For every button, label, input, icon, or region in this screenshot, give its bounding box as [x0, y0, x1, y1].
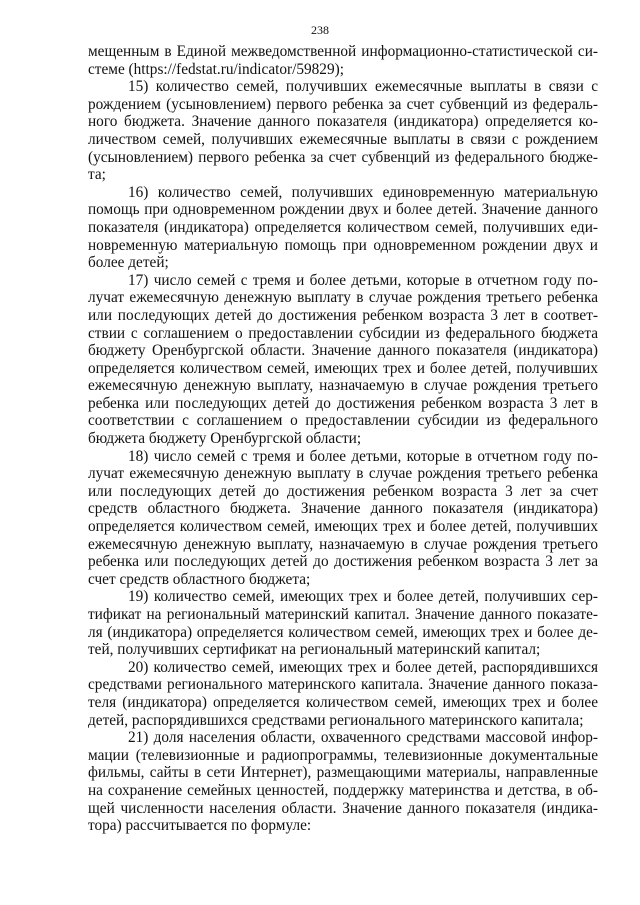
- text-line: средствами регионального материнского капитала. Значение данного показа-: [88, 676, 598, 694]
- text-line: личеством семей, получивших ежемесячные выплаты в связи с рождением: [88, 130, 598, 148]
- paragraph-continuation: [88, 43, 598, 78]
- text-line: рождением (усыновлением) первого ребенка за счет субвенций из федераль-: [88, 95, 598, 113]
- text-line: 21) доля населения области, охваченного средствами массовой инфор-: [128, 729, 598, 747]
- text-line: более детей;: [88, 254, 169, 272]
- text-line: теля (индикатора) определяется количеством семей, имеющих трех и более: [88, 693, 598, 711]
- text-line: тификат на региональный материнский капитал. Значение данного показате-: [88, 606, 598, 623]
- text-line: фильмы, сайты в сети Интернет), размещающими материалы, направленные: [88, 764, 598, 782]
- text-line: (усыновлением) первого ребенка за счет субвенций из федерального бюдже-: [88, 148, 598, 166]
- text-line: счет средств областного бюджета;: [88, 570, 311, 588]
- text-line: та;: [88, 166, 106, 184]
- text-line: ствии с соглашением о предоставлении субсидии из федерального бюджета: [88, 324, 598, 342]
- text-line: ля (индикатора) определяется количеством семей, имеющих трех и более де-: [88, 623, 598, 641]
- text-line: ребенка или последующих детей до достижения ребенком возраста 3 лет за: [88, 553, 598, 571]
- text-line: мации (телевизионные и радиопрограммы, телевизионные документальные: [88, 746, 598, 764]
- text-line: ребенка или последующих детей до достижения ребенком возраста 3 лет в: [88, 394, 598, 412]
- text-line: определяется количеством семей, имеющих трех и более детей, получивших: [88, 518, 598, 536]
- paragraph-item-15: [88, 78, 598, 184]
- text-line: средств областного бюджета. Значение данного показателя (индикатора): [88, 500, 598, 518]
- text-line: 19) количество семей, имеющих трех и более детей, получивших сер-: [128, 588, 598, 606]
- text-line: 18) число семей с тремя и более детьми, которые в отчетном году по-: [128, 447, 598, 465]
- text-line: соответствии с соглашением о предоставлении субсидии из федерального: [88, 412, 598, 430]
- paragraph-item-21: [88, 729, 598, 835]
- text-line: тора) рассчитывается по формуле:: [88, 817, 312, 835]
- text-line: 15) количество семей, получивших ежемесячные выплаты в связи с: [128, 78, 598, 96]
- document-body: [88, 43, 598, 835]
- text-line: мещенным в Единой межведомственной информационно-статистической си-: [88, 43, 598, 60]
- paragraph-item-17: [88, 272, 598, 448]
- text-line: показателя (индикатора) определяется количеством семей, получивших еди-: [88, 218, 598, 236]
- text-line: ного бюджета. Значение данного показателя (индикатора) определяется ко-: [88, 113, 598, 131]
- text-line: на сохранение семейных ценностей, поддержку материнства и детства, в об-: [88, 781, 598, 799]
- text-line: новременную материальную помощь при одновременном рождении двух и: [88, 236, 598, 254]
- text-line: определяется количеством семей, имеющих трех и более детей, получивших: [88, 359, 598, 377]
- text-line: стеме (https://fedstat.ru/indicator/59829);: [88, 60, 344, 78]
- text-line: помощь при одновременном рождении двух и более детей. Значение данного: [88, 201, 598, 219]
- text-line: тей, получивших сертификат на региональный материнский капитал;: [88, 641, 541, 659]
- text-line: ежемесячную денежную выплату, назначаемую в случае рождения третьего: [88, 377, 598, 395]
- text-line: бюджету Оренбургской области. Значение данного показателя (индикатора): [88, 342, 598, 360]
- text-line: детей, распорядившихся средствами регионального материнского капитала;: [88, 711, 584, 729]
- paragraph-item-18: [88, 448, 598, 589]
- page-number: 238: [311, 23, 329, 37]
- text-line: или последующих детей до достижения ребенком возраста 3 лет за счет: [88, 482, 598, 500]
- text-line: 16) количество семей, получивших единовременную материальную: [128, 183, 598, 201]
- paragraph-item-16: [88, 184, 598, 272]
- text-line: или последующих детей до достижения ребенком возраста 3 лет в соответ-: [88, 306, 598, 324]
- text-line: 20) количество семей, имеющих трех и более детей, распорядившихся: [128, 658, 598, 676]
- text-line: ежемесячную денежную выплату, назначаемую в случае рождения третьего: [88, 535, 598, 553]
- paragraph-item-20: [88, 659, 598, 729]
- text-line: бюджета бюджету Оренбургской области;: [88, 430, 362, 448]
- text-line: лучат ежемесячную денежную выплату в случае рождения третьего ребенка: [88, 289, 598, 307]
- paragraph-item-19: [88, 588, 598, 658]
- text-line: 17) число семей с тремя и более детьми, которые в отчетном году по-: [128, 271, 598, 289]
- text-line: щей численности населения области. Значение данного показателя (индика-: [88, 799, 598, 817]
- text-line: лучат ежемесячную денежную выплату в случае рождения третьего ребенка: [88, 465, 598, 483]
